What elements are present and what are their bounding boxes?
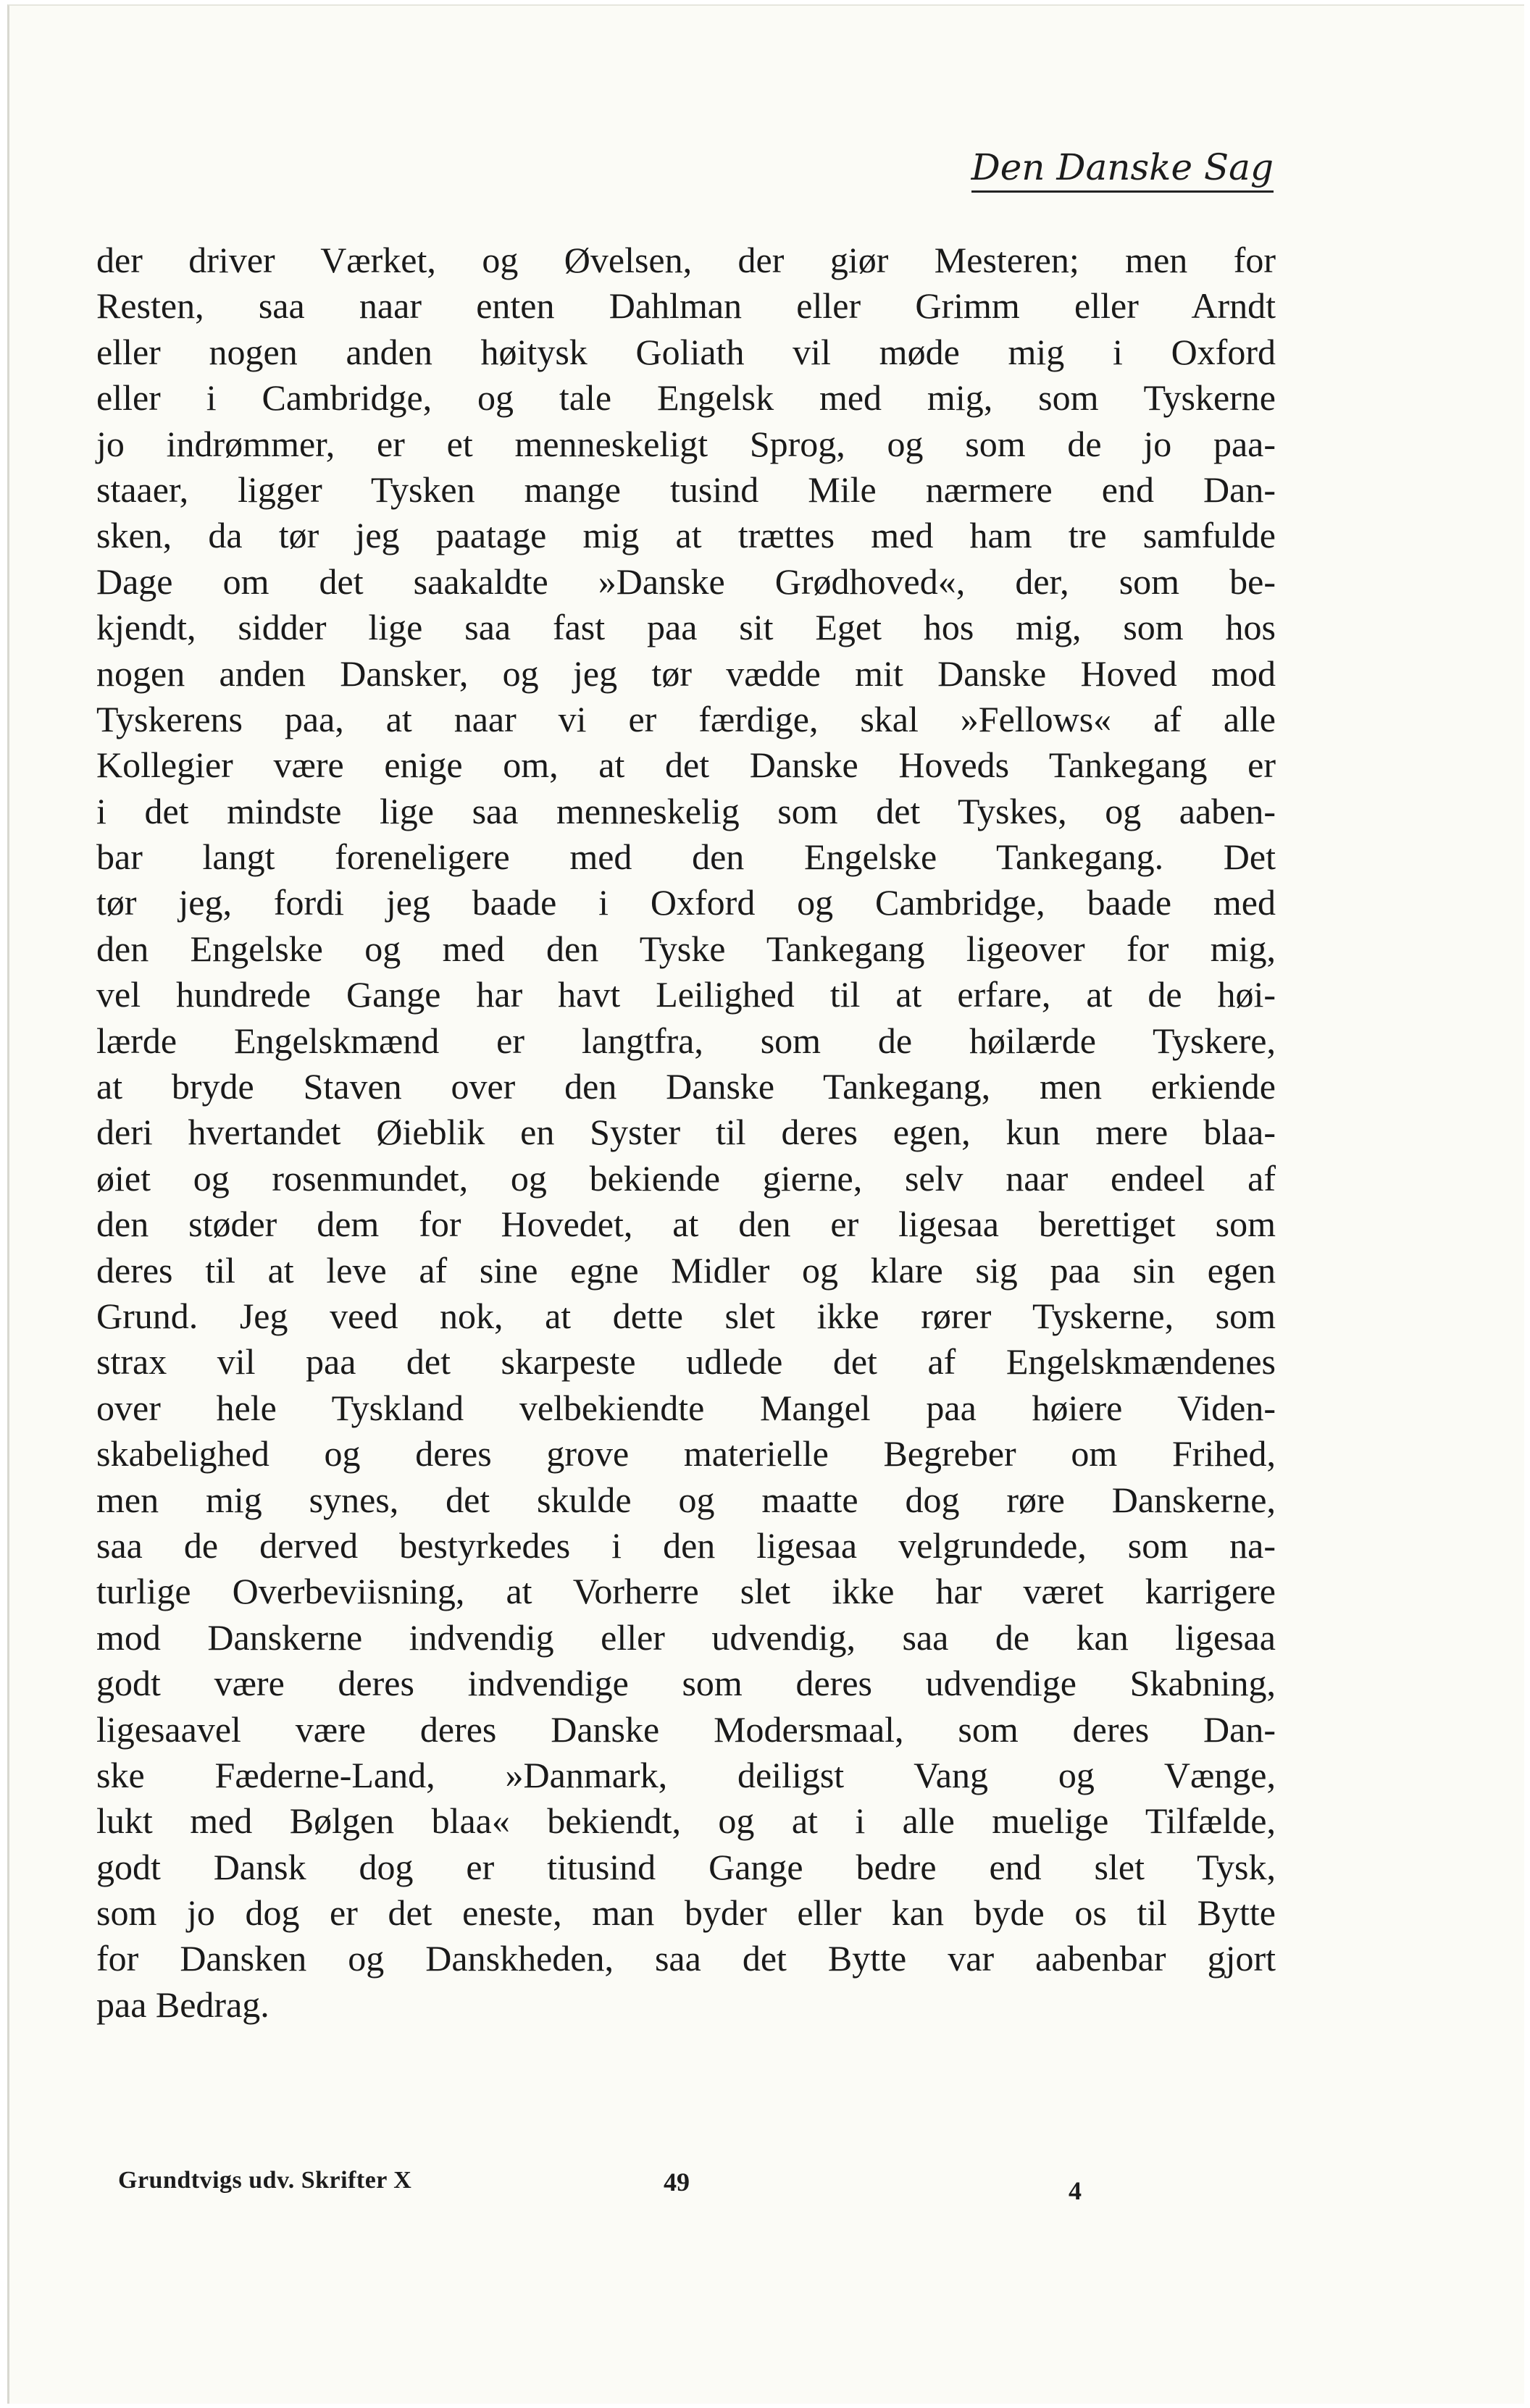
body-text bbox=[96, 238, 1276, 2028]
text-line: Resten, saa naar enten Dahlman eller Grimm eller Arndt bbox=[96, 285, 1276, 327]
text-line: vel hundrede Gange har havt Leilighed til at erfare, at de høi- bbox=[96, 974, 1276, 1015]
text-line: paa Bedrag. bbox=[96, 1984, 269, 2025]
footer-source: Grundtvigs udv. Skrifter X bbox=[118, 2167, 412, 2194]
text-line: skabelighed og deres grove materielle Begreber om Frihed, bbox=[96, 1433, 1276, 1474]
text-line: godt Dansk dog er titusind Gange bedre end slet Tysk, bbox=[96, 1846, 1276, 1887]
text-line: over hele Tyskland velbekiendte Mangel paa høiere Viden- bbox=[96, 1387, 1276, 1428]
text-line: staaer, ligger Tysken mange tusind Mile nærmere end Dan- bbox=[96, 469, 1276, 510]
text-line: sken, da tør jeg paatage mig at trættes med ham tre samfulde bbox=[96, 515, 1276, 556]
text-line: ske Fæderne-Land, »Danmark, deiligst Vang og Vænge, bbox=[96, 1754, 1276, 1795]
page-footer bbox=[9, 2167, 1524, 2210]
text-line: øiet og rosenmundet, og bekiende gierne, selv naar endeel af bbox=[96, 1157, 1276, 1199]
text-line: at bryde Staven over den Danske Tankegang, men erkiende bbox=[96, 1066, 1276, 1107]
text-line: som jo dog er det eneste, man byder eller kan byde os til Bytte bbox=[96, 1892, 1276, 1934]
text-line: men mig synes, det skulde og maatte dog røre Danskerne, bbox=[96, 1479, 1276, 1520]
text-line: ligesaavel være deres Danske Modersmaal, som deres Dan- bbox=[96, 1708, 1276, 1750]
text-line: bar langt foreneligere med den Engelske Tankegang. Det bbox=[96, 836, 1276, 878]
text-line: kjendt, sidder lige saa fast paa sit Eget hos mig, som hos bbox=[96, 607, 1276, 648]
text-line: turlige Overbeviisning, at Vorherre slet ikke har været karrigere bbox=[96, 1571, 1276, 1612]
text-line: lærde Engelskmænd er langtfra, som de høilærde Tyskere, bbox=[96, 1020, 1276, 1061]
text-line: den Engelske og med den Tyske Tankegang ligeover for mig, bbox=[96, 928, 1276, 969]
text-line: lukt med Bølgen blaa« bekiendt, og at i alle muelige Tilfælde, bbox=[96, 1800, 1276, 1842]
text-line: godt være deres indvendige som deres udvendige Skabning, bbox=[96, 1663, 1276, 1704]
page-number: 49 bbox=[664, 2168, 690, 2197]
text-line: Grund. Jeg veed nok, at dette slet ikke rører Tyskerne, som bbox=[96, 1295, 1276, 1336]
text-line: nogen anden Dansker, og jeg tør vædde mit Danske Hoved mod bbox=[96, 653, 1276, 694]
text-line: strax vil paa det skarpeste udlede det af Engelskmændenes bbox=[96, 1341, 1276, 1383]
text-line: der driver Værket, og Øvelsen, der giør Mesteren; men for bbox=[96, 240, 1276, 280]
text-line: eller i Cambridge, og tale Engelsk med mig, som Tyskerne bbox=[96, 377, 1276, 419]
text-line: Kollegier være enige om, at det Danske Hoveds Tankegang er bbox=[96, 744, 1276, 786]
signature-mark: 4 bbox=[1069, 2176, 1082, 2205]
text-line: eller nogen anden høitysk Goliath vil møde mig i Oxford bbox=[96, 331, 1276, 372]
text-line: deres til at leve af sine egne Midler og klare sig paa sin egen bbox=[96, 1249, 1276, 1291]
book-page bbox=[7, 4, 1524, 2404]
text-line: Tyskerens paa, at naar vi er færdige, skal »Fellows« af alle bbox=[96, 698, 1276, 739]
text-line: i det mindste lige saa menneskelig som det Tyskes, og aaben- bbox=[96, 790, 1276, 831]
text-line: jo indrømmer, er et menneskeligt Sprog, og som de jo paa- bbox=[96, 423, 1276, 464]
text-line: tør jeg, fordi jeg baade i Oxford og Cambridge, baade med bbox=[96, 882, 1276, 923]
text-line: mod Danskerne indvendig eller udvendig, saa de kan ligesaa bbox=[96, 1616, 1276, 1658]
text-line: for Dansken og Danskheden, saa det Bytte var aabenbar gjort bbox=[96, 1938, 1276, 1979]
text-line: deri hvertandet Øieblik en Syster til deres egen, kun mere blaa- bbox=[96, 1112, 1276, 1153]
running-header: Den Danske Sag bbox=[971, 148, 1274, 193]
text-line: saa de derved bestyrkedes i den ligesaa velgrundede, som na- bbox=[96, 1524, 1276, 1566]
text-line: Dage om det saakaldte »Danske Grødhoved«, der, som be- bbox=[96, 561, 1276, 602]
text-line: den støder dem for Hovedet, at den er ligesaa berettiget som bbox=[96, 1204, 1276, 1245]
